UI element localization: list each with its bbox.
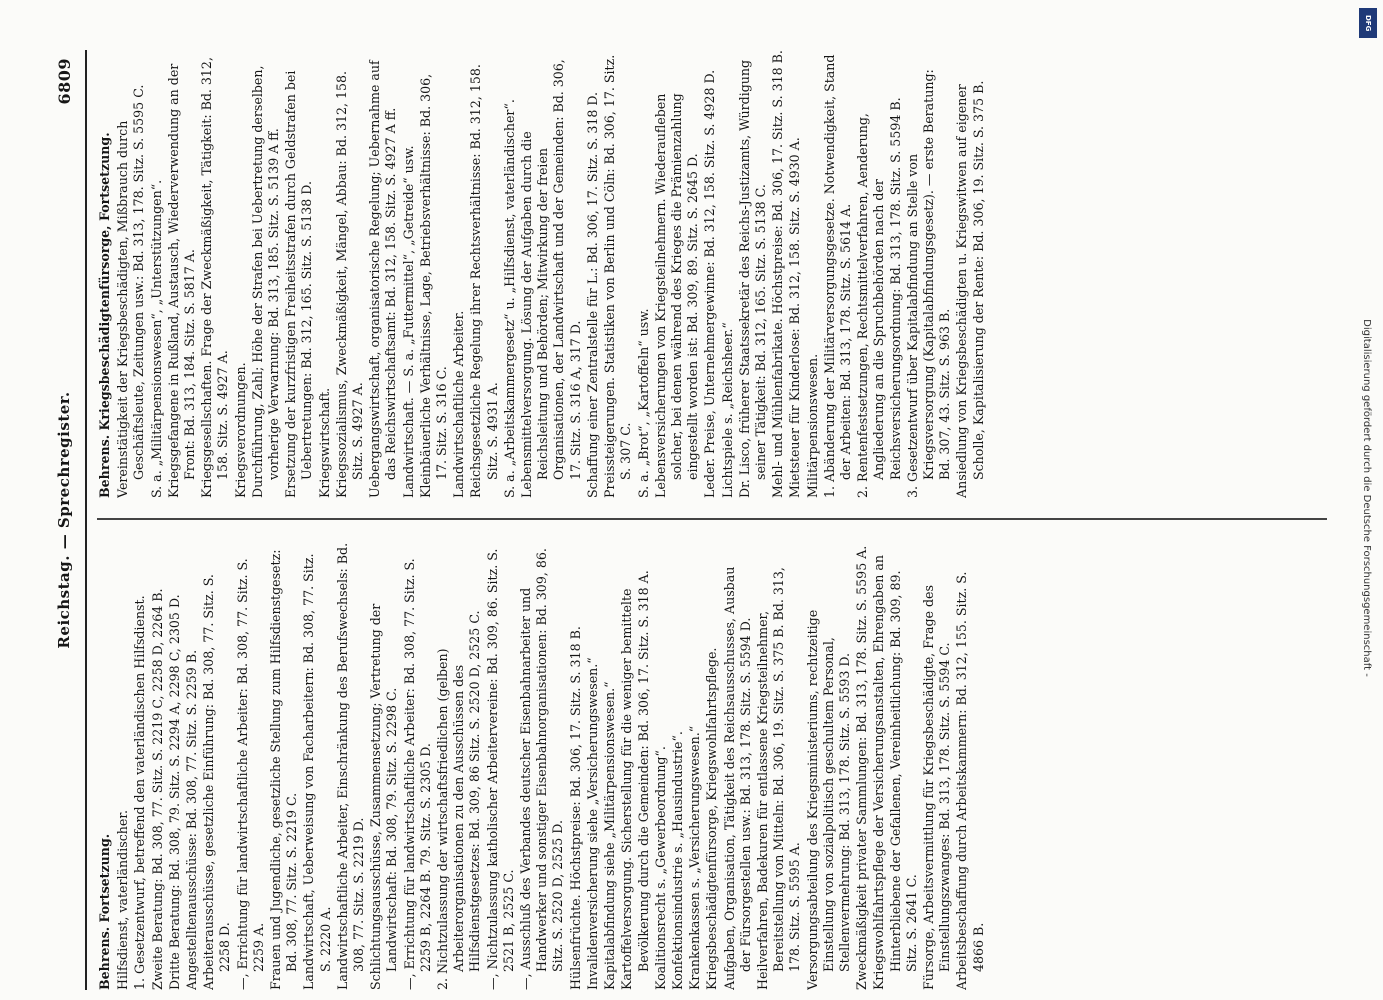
index-entry: Lichtspiele s. „Reichsheer.“ [719,322,735,498]
index-entry: Kriegswohlfahrtspflege der Versicherungsanstalten, Ehrengaben an Hinterbliebene der Gefallenen, Vereinheitlichung: Bd. 309, 89. Sitz. S. 2641 C. [871,554,919,990]
index-entry: Ansiedlung von Kriegsbeschädigten u. Kriegswitwen auf eigener Scholle, Kapitalisierung der Rente: Bd. 306, 19. Sitz. S. 375 B. [954,80,986,498]
running-head [45,50,83,990]
index-entry: —, Ausschluß des Verbandes deutscher Eisenbahnarbeiter und Handwerker und sonstiger Eisenbahnorganisationen: Bd. 309, 86. Sitz. S. 2520 D, 2525 D. [518,548,566,990]
head-rule [85,50,87,990]
index-entry: Kriegssozialismus, Zweckmäßigkeit, Mängel, Abbau: Bd. 312, 158. Sitz. S. 4927 A. [333,70,366,498]
index-entry: Landwirtschaftliche Arbeiter, Einschränkung des Berufswechsels: Bd. 308, 77. Sitz. S. 2219 D. [334,542,367,990]
right-column [97,50,1327,498]
index-entry: Kriegsgefangene in Rußland, Austausch, Wiederverwendung an der Front: Bd. 313, 184. Sitz. S. 5817 A. [165,63,198,498]
digitization-note [1355,8,1377,988]
index-entry: Fürsorge, Arbeitsvermittlung für Kriegsbeschädigte, Frage des Einstellungszwanges: Bd. 313, 178. Sitz. S. 5594 C. [920,585,953,990]
index-entry: S. a. „Brot“, „Kartoffeln“ usw. [635,308,651,498]
digitization-note-text: Digitalisierung gefördert durch die Deutsche Forschungsgemeinschaft - [1361,319,1372,677]
index-entry: Versorgungsabteilung des Kriegsministeriums, rechtzeitige Einstellung von sozialpolitisch geschultem Personal, Stellenvermehrung: Bd. 313, 178. Sitz. S. 5593 D. [804,609,852,990]
index-entry: 1. Abänderung der Militärversorgungsgesetze. Notwendigkeit, Stand der Arbeiten: Bd. 313, 178. Sitz. S. 5614 A. [821,54,853,498]
right-column-title: Behrens. Kriegsbeschädigtenfürsorge, Fortsetzung. [97,132,112,498]
index-entry: —, Errichtung für landwirtschaftliche Arbeiter: Bd. 308, 77. Sitz. S. 2259 A. [234,558,266,990]
index-entry: Reichsgesetzliche Regelung ihrer Rechtsverhältnisse: Bd. 312, 158. Sitz. S. 4931 A. [468,64,500,498]
index-entry: —, Nichtzulassung katholischer Arbeitervereine: Bd. 309, 86. Sitz. S. 2521 B, 2525 C. [484,548,516,990]
index-entry: Kleinbäuerliche Verhältnisse, Lage, Betriebsverhältnisse: Bd. 306, 17. Sitz. S. 316 C. [417,73,450,498]
index-entry: Kriegsbeschädigtenfürsorge, Kriegswohlfahrtspflege. [704,647,720,990]
rotated-page [45,50,1335,990]
index-entry: Lebensmittelversorgung. Lösung der Aufgaben durch die Reichsleitung und Behörden; Mitwirkung der freien Organisationen, der Landwirtschaft und der Gemeinden: Bd. 306, 17. Sitz. S. 316 A, 317 D. [519,59,583,498]
index-entry: Leder. Preise, Unternehmergewinne: Bd. 312, 158. Sitz. S. 4928 D. [702,69,718,498]
index-entry: Heilverfahren, Badekuren für entlassene Kriegsteilnehmer, Bereitstellung von Mitteln: Bd. 306, 19. Sitz. S. 375 B. Bd. 313, 178. Sitz. S. 5595 A. [754,567,803,990]
left-column [97,542,1327,990]
index-entry: 2. Rentenfestsetzungen, Rechtsmittelverfahren, Aenderung, Angliederung an die Spruchbehörden nach der Reichsversicherungsordnung: Bd. 313, 178. Sitz. S. 5594 B. [855,97,903,498]
index-entry: Mehl- und Mühlenfabrikate. Höchstpreise: Bd. 306, 17. Sitz. S. 318 B. [770,50,786,498]
index-entry: Kriegswirtschaft. [316,387,332,498]
index-entry: Mietsteuer für Kinderlose: Bd. 312, 158. Sitz. S. 4930 A. [787,137,803,498]
dfg-logo: DFG [1359,8,1377,38]
index-entry: Durchführung, Zahl; Höhe der Strafen bei Uebertretung derselben, vorherige Verwarnung: Bd. 313, 185. Sitz. S. 5139 A ff. [249,65,282,498]
index-entry: Zweite Beratung: Bd. 308, 77. Sitz. S. 2219 C, 2258 D, 2264 B. [149,588,165,990]
left-column-title: Behrens. Fortsetzung. [97,833,112,990]
index-entry: Landwirtschaft. — S. a. „Futtermittel“, „Getreide“ usw. [400,145,416,498]
index-entry: Invalidenversicherung siehe „Versicherungswesen.“ [584,657,600,990]
index-entry: Schaffung einer Zentralstelle für L.: Bd. 306, 17. Sitz. S. 318 D. [584,91,600,498]
index-entry: Preissteigerungen. Statistiken von Berlin und Cöln: Bd. 306, 17. Sitz. S. 307 C. [602,54,634,498]
index-entry: Kartoffelversorgung. Sicherstellung für die weniger bemittelte Bevölkerung durch die Gemeinden: Bd. 306, 17. Sitz. S. 318 A. [619,570,651,990]
index-entry: Lebensversicherungen von Kriegsteilnehmern. Wiederaufleben solcher, bei denen während des Krieges die Prämienzahlung eingestellt worden ist: Bd. 309, 89. Sitz. S. 2645 D. [652,93,701,498]
index-entry: Koalitionsrecht s. „Gewerbeordnung“. [652,746,668,990]
index-entry: Ersetzung der kurzfristigen Freiheitsstrafen durch Geldstrafen bei Uebertretungen: Bd. 312, 165. Sitz. S. 5138 D. [283,70,315,498]
index-entry: Aufgaben, Organisation, Tätigkeit des Reichsausschusses, Ausbau der Fürsorgestellen usw.: Bd. 313, 178. Sitz. S. 5594 D. [721,566,753,990]
index-entry: 3. Gesetzentwurf über Kapitalabfindung an Stelle von Kriegsversorgung (Kapitalabfindungsgesetz). — erste Beratung: Bd. 307, 43. Sitz. S. 963 B. [904,69,953,498]
index-entry: Schlichtungsausschüsse, Zusammensetzung; Vertretung der Landwirtschaft: Bd. 308, 79. Sitz. S. 2298 C. [368,603,400,990]
right-entries [115,50,987,498]
index-entry: 2. Nichtzulassung der wirtschaftsfriedlichen (gelben) Arbeiterorganisationen zu den Ausschüssen des Hilfsdienstgesetzes: Bd. 309, 86 Sitz. S. 2520 D, 2525 C. [435,610,483,990]
index-entry: Landwirtschaftliche Arbeiter. [451,310,467,498]
index-entry: S. a. „Militärpensionswesen“, „Unterstützungen“. [148,179,164,498]
index-entry: Zweckmäßigkeit privater Sammlungen: Bd. 313, 178. Sitz. S. 5595 A. [854,545,870,990]
index-entry: Arbeiterausschüsse, gesetzliche Einführung: Bd. 308, 77. Sitz. S. 2258 D. [201,574,233,990]
index-entry: Hülsenfrüchte. Höchstpreise: Bd. 306, 17. Sitz. S. 318 B. [567,626,583,990]
index-entry: Arbeitsbeschaffung durch Arbeitskammern: Bd. 312, 155. Sitz. S. 4866 B. [954,571,986,990]
index-entry: Frauen und Jugendliche, gesetzliche Stellung zum Hilfsdienstgesetz: Bd. 308, 77. Sitz. S. 2219 C. [268,549,300,990]
index-entry: —, Errichtung für landwirtschaftliche Arbeiter: Bd. 308, 77. Sitz. S. 2259 B, 2264 B. 79. Sitz. S. 2305 D. [401,558,433,990]
index-entry: Angestelltenausschüsse: Bd. 308, 77. Sitz. S. 2259 B. [184,649,200,990]
page-number: 6809 [54,58,74,105]
index-entry: Landwirtschaft, Ueberweisung von Facharbeitern: Bd. 308, 77. Sitz. S. 2220 A. [301,553,333,990]
index-entry: Uebergangswirtschaft, organisatorische Regelung; Uebernahme auf das Reichswirtschaftsamt: Bd. 312, 158. Sitz. S. 4927 A ff. [367,60,399,498]
left-entries [115,542,987,990]
index-entry: Militärpensionswesen. [804,353,820,498]
index-entry: Kriegsgesellschaften. Frage der Zweckmäßigkeit, Tätigkeit: Bd. 312, 158. Sitz. S. 4927 A. [199,57,231,498]
index-entry: Krankenkassen s. „Versicherungswesen.“ [687,725,703,990]
index-entry: Dr. Lisco, früherer Staatssekretär des Reichs-Justizamts, Würdigung seiner Tätigkeit: Bd. 312, 165. Sitz. S. 5138 C. [736,59,768,498]
column-rule [97,519,1327,521]
index-entry: 1. Gesetzentwurf, betreffend den vaterländischen Hilfsdienst. [132,595,148,990]
index-entry: Kapitalabfindung siehe „Militärpensionswesen.“ [602,681,618,990]
index-entry: Hilfsdienst, vaterländischer. [115,810,131,990]
index-entry: Dritte Beratung: Bd. 308, 79. Sitz. S. 2294 A, 2298 C, 2305 D. [166,594,182,990]
index-entry: S. a. „Arbeitskammergesetz“ u. „Hilfsdienst, vaterländischer“. [501,99,517,498]
index-entry: Vereinstätigkeit der Kriegsbeschädigten, Mißbrauch durch Geschäftsleute, Zeitungen usw.: Bd. 313, 178. Sitz. S. 5595 C. [115,84,147,498]
index-entry: Kriegsverordnungen. [232,362,248,498]
running-head-title: Reichstag. — Sprechregister. [55,391,73,649]
page-content [45,50,1335,990]
index-entry: Konfektionsindustrie s. „Hausindustrie“. [669,731,685,990]
